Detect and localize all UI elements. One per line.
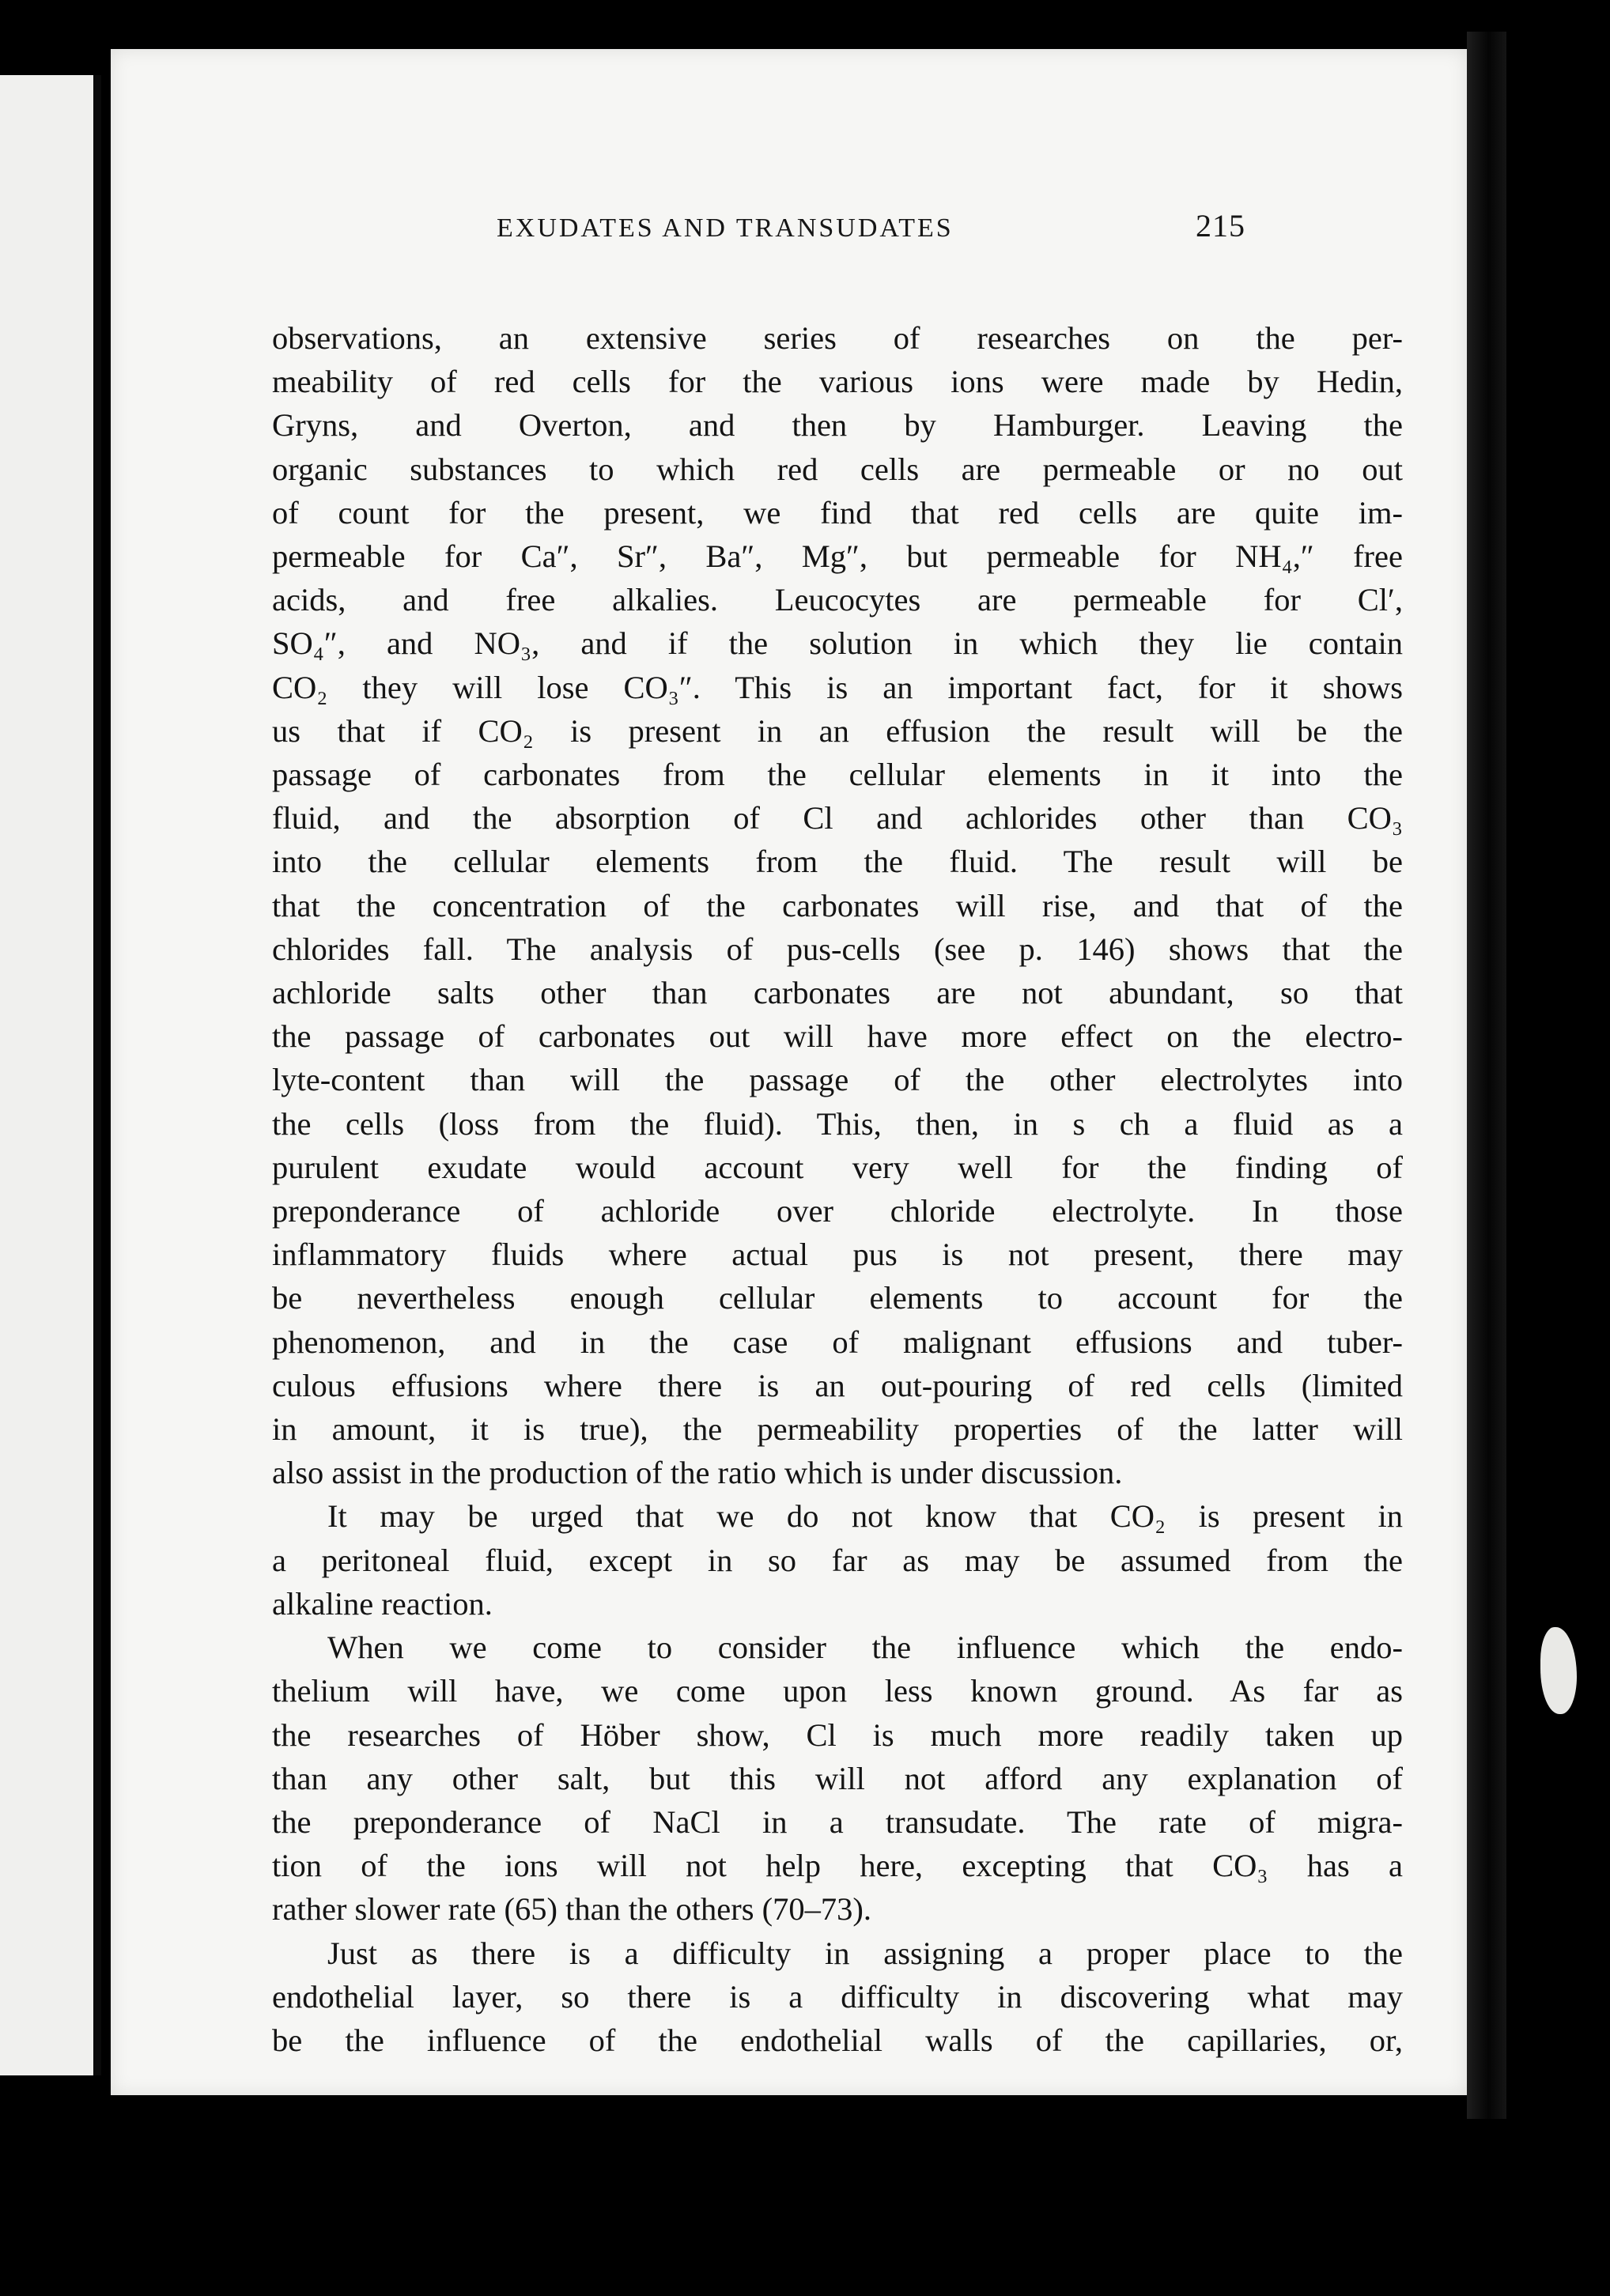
text-line: meability of red cells for the various ions were made by Hedin, [272, 364, 1403, 400]
text-line: than any other salt, but this will not afford any explanation of [272, 1760, 1403, 1796]
running-head: EXUDATES AND TRANSUDATES [497, 213, 954, 243]
text-line: also assist in the production of the ratio which is under discussion. [272, 1455, 1123, 1491]
paragraph [272, 316, 1403, 1494]
text-line: the cells (loss from the fluid). This, then, in s ch a fluid as a [272, 1105, 1403, 1142]
text-line: the preponderance of NaCl in a transudate. The rate of migra- [272, 1803, 1403, 1840]
text-line: thelium will have, we come upon less known ground. As far as [272, 1673, 1403, 1709]
text-line: be nevertheless enough cellular elements to account for the [272, 1280, 1403, 1316]
gutter-shadow [93, 75, 101, 2075]
body-text [272, 316, 1403, 2062]
text-line: observations, an extensive series of researches on the per- [272, 320, 1403, 356]
text-line: inflammatory fluids where actual pus is not present, there may [272, 1237, 1403, 1273]
text-line: endothelial layer, so there is a difficulty in discovering what may [272, 1978, 1403, 2015]
text-line: rather slower rate (65) than the others (70–73). [272, 1891, 871, 1928]
paragraph [272, 1626, 1403, 1931]
text-line: lyte-content than will the passage of the other electrolytes into [272, 1062, 1403, 1098]
text-line: fluid, and the absorption of Cl and achlorides other than CO₃ [272, 800, 1403, 836]
text-line: culous effusions where there is an out-pouring of red cells (limited [272, 1367, 1403, 1403]
text-line: the passage of carbonates out will have more effect on the electro- [272, 1018, 1403, 1055]
margin-stain [1540, 1627, 1577, 1714]
text-line: achloride salts other than carbonates are not abundant, so that [272, 975, 1403, 1011]
text-line: SO₄″, and NO₃, and if the solution in which they lie contain [272, 625, 1403, 662]
text-line: purulent exudate would account very well for the finding of [272, 1149, 1403, 1185]
facing-page-edge [0, 75, 93, 2075]
text-line: CO₂ they will lose CO₃″. This is an important fact, for it shows [272, 669, 1403, 705]
text-line: preponderance of achloride over chloride electrolyte. In those [272, 1193, 1403, 1229]
page-stack-edge [1467, 32, 1506, 2119]
text-line: When we come to consider the influence which the endo- [327, 1629, 1403, 1666]
text-line: the researches of Höber show, Cl is much more readily taken up [272, 1716, 1403, 1753]
text-line: permeable for Ca″, Sr″, Ba″, Mg″, but permeable for NH₄,″ free [272, 538, 1403, 575]
page-header [111, 207, 1467, 262]
text-line: organic substances to which red cells are permeable or no out [272, 451, 1403, 487]
book-page [111, 49, 1467, 2095]
text-line: tion of the ions will not help here, excepting that CO₃ has a [272, 1848, 1403, 1884]
text-line: phenomenon, and in the case of malignant effusions and tuber- [272, 1324, 1403, 1360]
text-line: alkaline reaction. [272, 1585, 493, 1622]
text-line: into the cellular elements from the fluid. The result will be [272, 844, 1403, 880]
text-line: be the influence of the endothelial walls of the capillaries, or, [272, 2022, 1403, 2058]
text-line: chlorides fall. The analysis of pus-cells (see p. 146) shows that the [272, 931, 1403, 967]
text-line: us that if CO₂ is present in an effusion the result will be the [272, 712, 1403, 749]
page-number: 215 [1196, 208, 1245, 244]
text-line: It may be urged that we do not know that CO₂ is present in [327, 1498, 1403, 1535]
paragraph [272, 1494, 1403, 1626]
text-line: Gryns, and Overton, and then by Hamburger. Leaving the [272, 407, 1403, 444]
text-line: of count for the present, we find that red cells are quite im- [272, 494, 1403, 531]
text-line: Just as there is a difficulty in assigning a proper place to the [327, 1935, 1403, 1971]
text-line: acids, and free alkalies. Leucocytes are permeable for Cl′, [272, 582, 1403, 618]
text-line: in amount, it is true), the permeability properties of the latter will [272, 1411, 1403, 1448]
text-line: that the concentration of the carbonates will rise, and that of the [272, 887, 1403, 923]
text-line: a peritoneal fluid, except in so far as may be assumed from the [272, 1542, 1403, 1578]
text-line: passage of carbonates from the cellular elements in it into the [272, 757, 1403, 793]
paragraph [272, 1932, 1403, 2063]
